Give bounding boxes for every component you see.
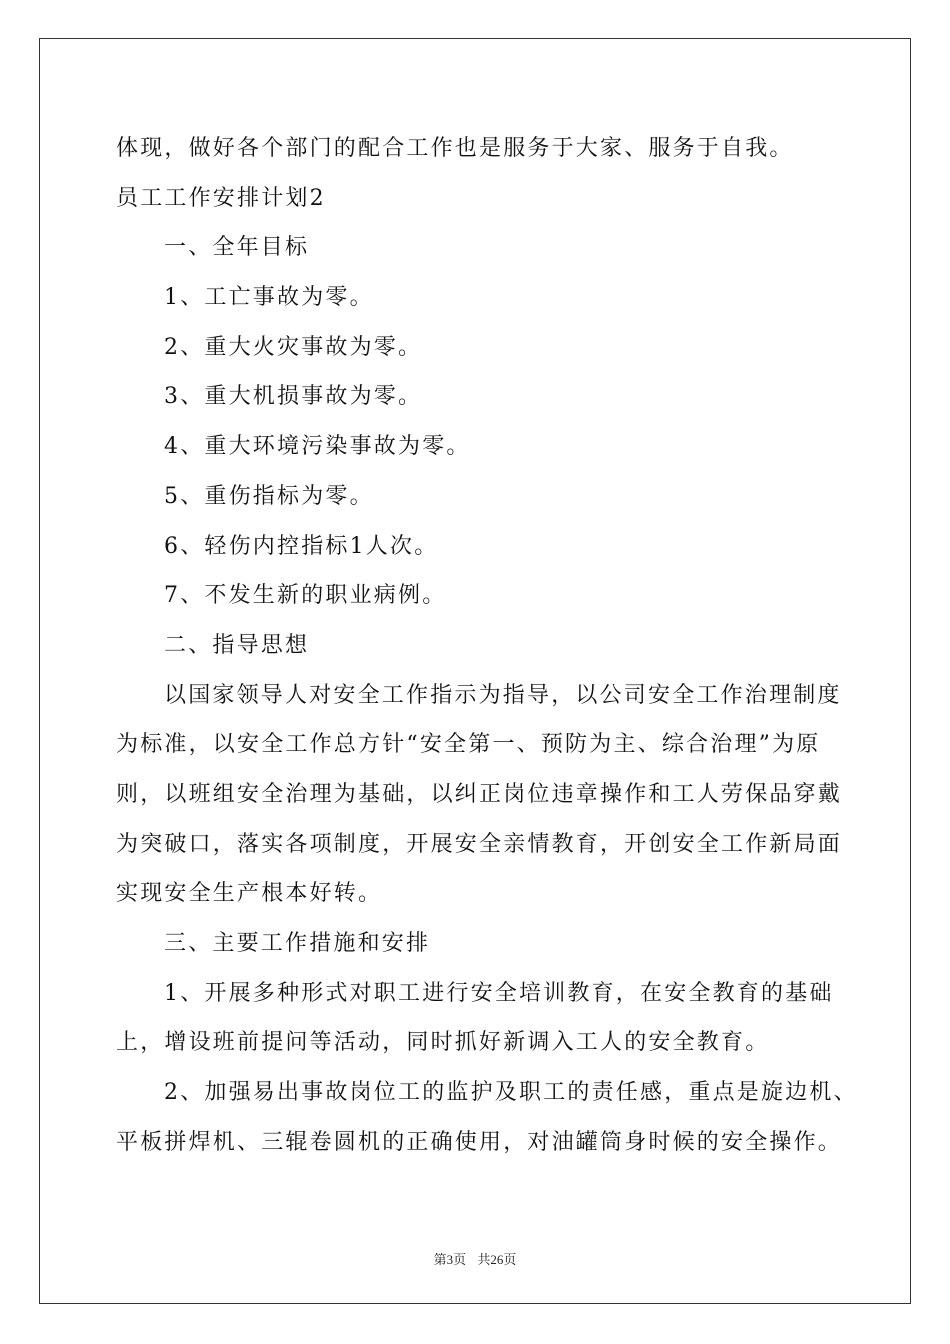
text-line: 4、重大环境污染事故为零。 <box>164 434 471 460</box>
text-line: 3、重大机损事故为零。 <box>164 384 423 410</box>
text-line: 为突破口，落实各项制度，开展安全亲情教育，开创安全工作新局面 <box>116 831 843 857</box>
text-line: 5、重伤指标为零。 <box>164 483 374 509</box>
text-line: 平板拼焊机、三辊卷圆机的正确使用，对油罐筒身时候的安全操作。 <box>116 1129 843 1155</box>
text-line: 2、重大火灾事故为零。 <box>164 334 423 360</box>
text-line: 员工工作安排计划2 <box>116 185 326 211</box>
page-footer <box>0 1249 950 1268</box>
text-line: 则，以班组安全治理为基础，以纠正岗位违章操作和工人劳保品穿戴 <box>116 781 843 807</box>
total-pages: 共26页 <box>477 1252 517 1267</box>
text-line: 6、轻伤内控指标1人次。 <box>164 533 439 559</box>
text-line: 实现安全生产根本好转。 <box>116 881 383 907</box>
text-line: 7、不发生新的职业病例。 <box>164 583 447 609</box>
text-line: 体现，做好各个部门的配合工作也是服务于大家、服务于自我。 <box>116 136 794 161</box>
document-body <box>116 124 858 1167</box>
text-line: 三、主要工作措施和安排 <box>164 931 431 956</box>
text-line: 1、工亡事故为零。 <box>164 285 374 311</box>
text-line: 以国家领导人对安全工作指示为指导，以公司安全工作治理制度 <box>164 682 842 708</box>
text-line: 一、全年目标 <box>164 235 310 261</box>
text-line: 上，增设班前提问等活动，同时抓好新调入工人的安全教育。 <box>116 1030 770 1056</box>
text-line: 为标准，以安全工作总方针“安全第一、预防为主、综合治理”为原 <box>116 732 821 758</box>
text-line: 二、指导思想 <box>164 632 310 658</box>
page-number: 第3页 <box>433 1252 467 1267</box>
text-line: 1、开展多种形式对职工进行安全培训教育，在安全教育的基础 <box>164 980 834 1006</box>
text-line: 2、加强易出事故岗位工的监护及职工的责任感，重点是旋边机、 <box>164 1080 858 1106</box>
